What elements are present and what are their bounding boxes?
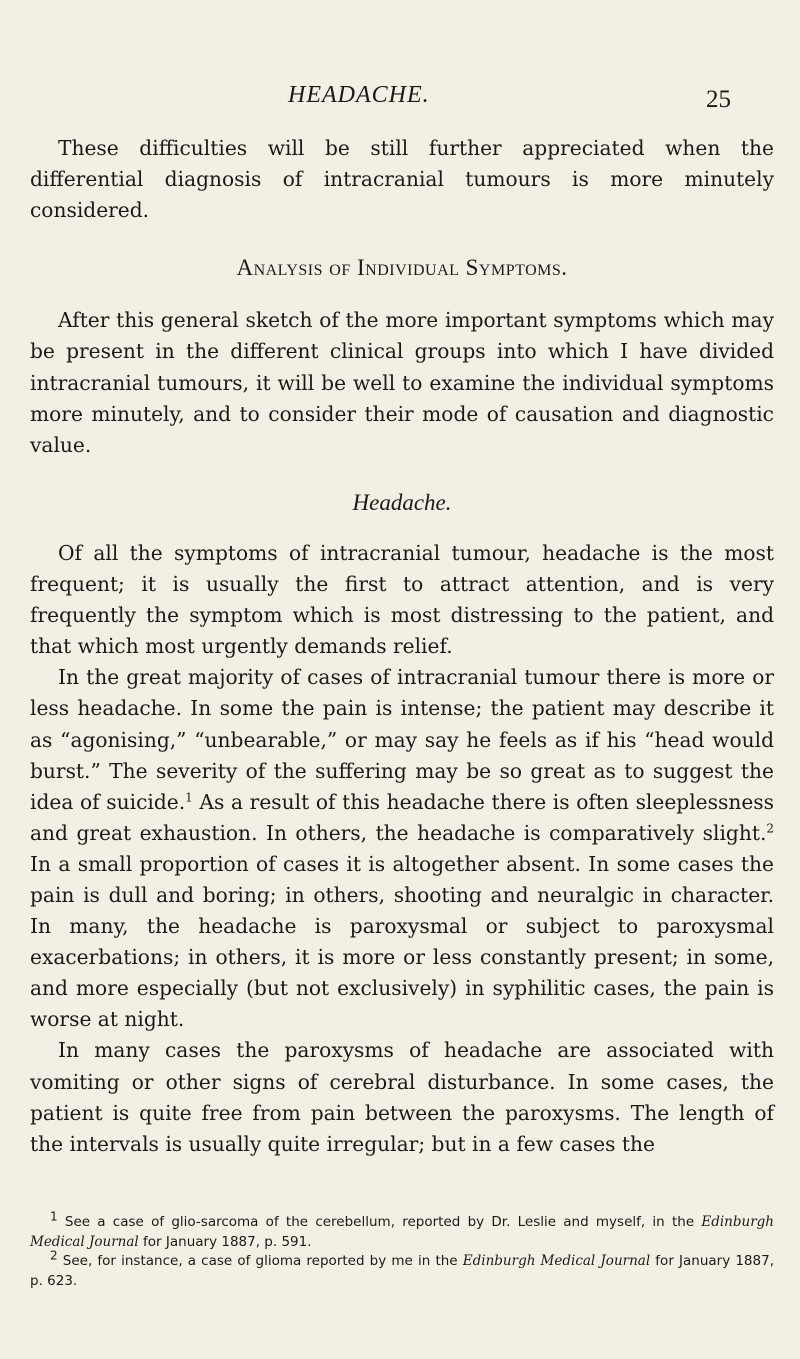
footnote-text: See a case of glio-sarcoma of the cerebellum, reported by Dr. Leslie and myself, in the: [57, 1214, 702, 1230]
journal-title: Edinburgh Medical Journal: [462, 1253, 651, 1269]
running-head: [0, 82, 800, 112]
paragraph-headache-severity: [30, 662, 774, 1035]
section-heading: Analysis of Individual Symptoms.: [236, 255, 568, 281]
footnote-2: [30, 1248, 774, 1291]
paragraph-text: In a small proportion of cases it is altogether absent. In some cases the pain is dull and boring; in others, shooting and neuralgic in character. In many, the headache is paroxysmal or subject to paroxysmal exacerbations; in others, it is more or less constantly present; in some, and more especially (but not exclusively) in syphilitic cases, the pain is worse at night.: [30, 851, 774, 1032]
footnote-ref-2: 2: [766, 821, 774, 836]
footnote-mark: 1: [50, 1209, 58, 1224]
subsection-heading: Headache.: [352, 489, 452, 515]
paragraph-intro: These difficulties will be still further appreciated when the differential diagnosis of intracranial tumours is more minutely considered.: [30, 136, 774, 223]
paragraph-text: As a result of this headache there is often sleeplessness and great exhaustion. In others, the headache is comparatively slight.: [30, 789, 774, 845]
footnote-mark: 2: [50, 1248, 58, 1263]
paragraph-headache-frequency: Of all the symptoms of intracranial tumour, headache is the most frequent; it is usually the first to attract attention, and is very frequently the symptom which is most distressing to the patient, and that which most urgently demands relief.: [30, 540, 774, 659]
footnotes: [30, 1209, 774, 1291]
paragraph-headache-paroxysms: In many cases the paroxysms of headache are associated with vomiting or other signs of cerebral disturbance. In some cases, the patient is quite free from pain between the paroxysms. The length of the intervals is usually quite irregular; but in a few cases the: [30, 1038, 774, 1156]
running-title: HEADACHE.: [288, 82, 430, 108]
footnote-text: See, for instance, a case of glioma reported by me in the: [57, 1253, 463, 1269]
footnote-1: [30, 1209, 774, 1252]
page-number: 25: [706, 86, 731, 113]
footnote-text: for January 1887, p. 591.: [138, 1233, 312, 1250]
paragraph-text: In the great majority of cases of intracranial tumour there is more or less headache. In some the pain is intense; the patient may describe it as “agonising,” “unbearable,” or may say he feels as if his “head would burst.” The severity of the suffering may be so great as to suggest the idea of suicide.: [30, 665, 774, 814]
footnote-ref-1: 1: [185, 789, 193, 804]
body-text: [30, 133, 774, 1160]
footnote-text: for January 1887, p. 623.: [30, 1253, 774, 1289]
paragraph-analysis: After this general sketch of the more important symptoms which may be present in the different clinical groups into which I have divided intracranial tumours, it will be well to examine the individual symptoms more minutely, and to consider their mode of causation and diagnostic value.: [30, 308, 774, 457]
journal-title: Edinburgh Medical Journal: [30, 1214, 774, 1250]
